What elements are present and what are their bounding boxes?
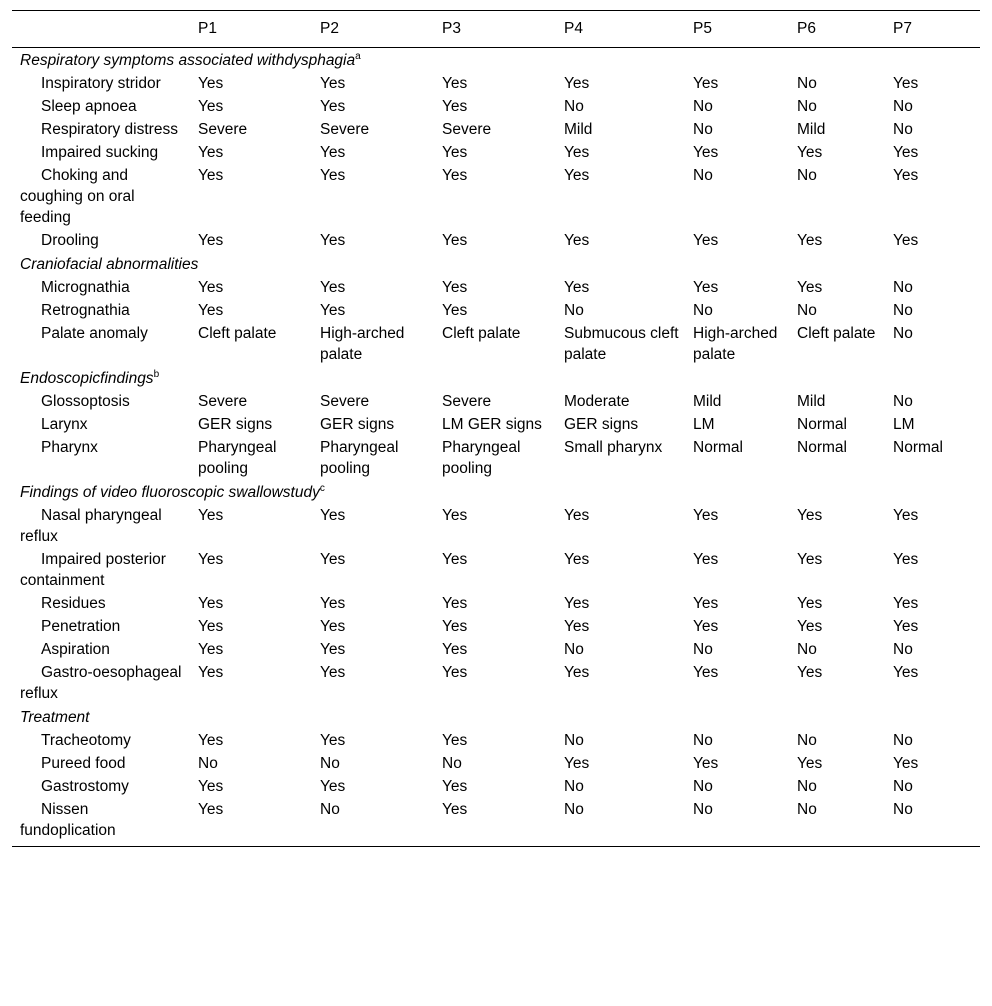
- row-label: Retrognathia: [41, 302, 130, 319]
- cell-p6: No: [797, 732, 817, 749]
- cell-p5: Yes: [693, 279, 719, 296]
- cell-p7: LM: [893, 416, 915, 433]
- row-label: Tracheotomy: [41, 732, 131, 749]
- row-label: Nissen fundoplication: [12, 798, 190, 847]
- cell-p4: Moderate: [564, 393, 630, 410]
- cell-p4: Yes: [564, 75, 590, 92]
- table-body: [12, 48, 980, 847]
- cell-p5: No: [693, 732, 713, 749]
- table-row: [12, 299, 980, 322]
- cell-p2: Yes: [320, 664, 346, 681]
- cell-p6: Yes: [797, 551, 823, 568]
- row-label: Nasal pharyngeal reflux: [20, 507, 162, 545]
- section-title: [12, 366, 980, 390]
- cell-p6: No: [797, 167, 817, 184]
- row-label: Pharynx: [41, 439, 98, 456]
- cell-p3: Yes: [442, 279, 468, 296]
- cell-p4: No: [564, 778, 584, 795]
- table-row: [12, 661, 980, 705]
- cell-p2: Severe: [320, 121, 370, 138]
- cell-p1: Yes: [198, 167, 224, 184]
- cell-p2: Severe: [320, 393, 370, 410]
- cell-p3: Yes: [442, 507, 468, 524]
- section-heading-row: [12, 252, 980, 276]
- clinical-findings-table: [12, 10, 980, 847]
- cell-p2: Yes: [320, 98, 346, 115]
- cell-p1: Yes: [198, 279, 224, 296]
- cell-p6: No: [789, 798, 885, 847]
- cell-p6: Yes: [797, 618, 823, 635]
- cell-p4: Small pharynx: [564, 439, 663, 456]
- table-row: [12, 118, 980, 141]
- cell-p2: Yes: [320, 778, 346, 795]
- cell-p7: Yes: [893, 618, 919, 635]
- cell-p1: Pharyngeal pooling: [198, 439, 277, 477]
- table-row: [12, 141, 980, 164]
- table-row: [12, 592, 980, 615]
- section-heading-row: [12, 48, 980, 73]
- section-title: [12, 252, 980, 276]
- cell-p1: Yes: [198, 595, 224, 612]
- cell-p4: Yes: [564, 167, 590, 184]
- cell-p3: Yes: [442, 302, 468, 319]
- cell-p5: Yes: [693, 507, 719, 524]
- table-row: [12, 72, 980, 95]
- header-row: [12, 11, 980, 48]
- section-heading-row: [12, 480, 980, 504]
- cell-p7: No: [893, 641, 913, 658]
- row-label: Inspiratory stridor: [41, 75, 161, 92]
- row-label: Aspiration: [41, 641, 110, 658]
- cell-p5: LM: [693, 416, 715, 433]
- cell-p7: Yes: [893, 75, 919, 92]
- cell-p5: Yes: [693, 551, 719, 568]
- cell-p2: Yes: [320, 144, 346, 161]
- table-row: [12, 548, 980, 592]
- cell-p7: Normal: [893, 439, 943, 456]
- section-title-text: Respiratory symptoms associated withdysphagia: [20, 52, 356, 69]
- cell-p1: Yes: [198, 664, 224, 681]
- cell-p6: No: [797, 641, 817, 658]
- cell-p6: Yes: [797, 232, 823, 249]
- table-row: [12, 276, 980, 299]
- cell-p4: Yes: [564, 595, 590, 612]
- cell-p6: Normal: [797, 439, 847, 456]
- cell-p3: Yes: [442, 595, 468, 612]
- cell-p2: Yes: [320, 507, 346, 524]
- header-cell-p7: P7: [885, 11, 980, 48]
- row-label: Penetration: [41, 618, 121, 635]
- row-label: Glossoptosis: [41, 393, 130, 410]
- cell-p1: No: [198, 755, 218, 772]
- cell-p3: Severe: [442, 121, 492, 138]
- cell-p7: No: [893, 302, 913, 319]
- cell-p2: Yes: [320, 618, 346, 635]
- cell-p5: Yes: [693, 664, 719, 681]
- cell-p3: Yes: [442, 551, 468, 568]
- cell-p3: Yes: [442, 144, 468, 161]
- section-heading-row: [12, 366, 980, 390]
- cell-p4: Mild: [564, 121, 593, 138]
- cell-p5: No: [693, 778, 713, 795]
- cell-p3: No: [442, 755, 462, 772]
- cell-p5: No: [693, 167, 713, 184]
- footnote-marker: b: [153, 368, 160, 380]
- cell-p4: GER signs: [564, 416, 639, 433]
- cell-p7: Yes: [893, 232, 919, 249]
- table-row: [12, 638, 980, 661]
- cell-p2: Yes: [320, 641, 346, 658]
- table-row: [12, 164, 980, 229]
- cell-p4: No: [564, 732, 584, 749]
- cell-p4: Yes: [564, 232, 590, 249]
- cell-p4: Yes: [564, 144, 590, 161]
- header-cell-p5: P5: [685, 11, 789, 48]
- row-label: Micrognathia: [41, 279, 130, 296]
- cell-p3: Severe: [442, 393, 492, 410]
- cell-p5: No: [693, 302, 713, 319]
- cell-p5: Yes: [693, 618, 719, 635]
- cell-p1: Severe: [198, 121, 248, 138]
- header-cell-p6: P6: [789, 11, 885, 48]
- row-label: Impaired posterior containment: [20, 551, 166, 589]
- cell-p7: Yes: [893, 144, 919, 161]
- table-row: [12, 775, 980, 798]
- cell-p4: No: [564, 302, 584, 319]
- cell-p3: Yes: [442, 98, 468, 115]
- table-row: [12, 390, 980, 413]
- row-label: Sleep apnoea: [41, 98, 137, 115]
- cell-p4: Yes: [564, 507, 590, 524]
- row-label: Choking and coughing on oral feeding: [20, 167, 135, 226]
- cell-p5: No: [693, 121, 713, 138]
- header-cell-label: [12, 11, 190, 48]
- table-row: [12, 413, 980, 436]
- cell-p2: High-arched palate: [320, 325, 405, 363]
- cell-p3: Yes: [442, 75, 468, 92]
- cell-p1: Yes: [198, 302, 224, 319]
- cell-p3: Yes: [442, 778, 468, 795]
- row-label: Gastrostomy: [41, 778, 129, 795]
- cell-p6: Yes: [797, 595, 823, 612]
- table-row: [12, 615, 980, 638]
- cell-p2: GER signs: [320, 416, 395, 433]
- table-row: [12, 504, 980, 548]
- cell-p4: Yes: [564, 755, 590, 772]
- cell-p1: Yes: [198, 641, 224, 658]
- cell-p6: Yes: [797, 755, 823, 772]
- section-title: [12, 705, 980, 729]
- cell-p6: Mild: [797, 393, 826, 410]
- cell-p7: Yes: [893, 595, 919, 612]
- cell-p3: Yes: [442, 618, 468, 635]
- footnote-marker: a: [355, 50, 361, 62]
- cell-p1: Yes: [198, 778, 224, 795]
- row-label: Palate anomaly: [41, 325, 148, 342]
- footnote-marker: c: [319, 482, 325, 494]
- header-cell-p3: P3: [434, 11, 556, 48]
- cell-p7: Yes: [893, 664, 919, 681]
- cell-p2: Yes: [320, 595, 346, 612]
- row-label: Pureed food: [41, 755, 126, 772]
- section-heading-row: [12, 705, 980, 729]
- cell-p6: No: [797, 98, 817, 115]
- header-cell-p4: P4: [556, 11, 685, 48]
- cell-p2: No: [320, 755, 340, 772]
- cell-p7: No: [893, 732, 913, 749]
- cell-p6: Yes: [797, 279, 823, 296]
- section-title: [12, 48, 980, 73]
- cell-p6: No: [797, 75, 817, 92]
- cell-p5: Yes: [693, 144, 719, 161]
- cell-p3: Yes: [442, 167, 468, 184]
- cell-p3: Pharyngeal pooling: [442, 439, 521, 477]
- cell-p1: Cleft palate: [198, 325, 277, 342]
- cell-p3: Yes: [442, 232, 468, 249]
- cell-p2: Yes: [320, 551, 346, 568]
- cell-p7: Yes: [893, 507, 919, 524]
- cell-p4: No: [556, 798, 685, 847]
- cell-p3: Yes: [434, 798, 556, 847]
- cell-p5: Normal: [693, 439, 743, 456]
- cell-p7: No: [893, 121, 913, 138]
- section-title-text: Findings of video fluoroscopic swallowstudy: [20, 484, 320, 501]
- table-row: [12, 322, 980, 366]
- cell-p6: No: [797, 778, 817, 795]
- cell-p6: Yes: [797, 144, 823, 161]
- cell-p3: Yes: [442, 732, 468, 749]
- row-label: Drooling: [41, 232, 99, 249]
- cell-p5: No: [693, 641, 713, 658]
- cell-p3: LM GER signs: [442, 416, 542, 433]
- cell-p4: Yes: [564, 618, 590, 635]
- cell-p5: Yes: [693, 595, 719, 612]
- table-row: [12, 436, 980, 480]
- table-row: [12, 95, 980, 118]
- cell-p4: No: [564, 641, 584, 658]
- cell-p1: Yes: [198, 507, 224, 524]
- cell-p6: Mild: [797, 121, 826, 138]
- cell-p5: No: [693, 98, 713, 115]
- header-cell-p1: P1: [190, 11, 312, 48]
- cell-p4: Yes: [564, 551, 590, 568]
- section-title-text: Craniofacial abnormalities: [20, 256, 199, 273]
- cell-p2: Yes: [320, 302, 346, 319]
- table-row: [12, 229, 980, 252]
- row-label: Residues: [41, 595, 106, 612]
- cell-p2: Yes: [320, 279, 346, 296]
- cell-p7: Yes: [893, 551, 919, 568]
- cell-p1: Yes: [198, 551, 224, 568]
- cell-p1: Yes: [198, 98, 224, 115]
- cell-p5: Yes: [693, 232, 719, 249]
- section-title-text: Treatment: [20, 709, 90, 726]
- cell-p1: GER signs: [198, 416, 273, 433]
- section-title: [12, 480, 980, 504]
- cell-p6: Normal: [797, 416, 847, 433]
- cell-p5: Yes: [693, 755, 719, 772]
- row-label: Larynx: [41, 416, 88, 433]
- row-label: Respiratory distress: [41, 121, 178, 138]
- cell-p7: No: [885, 798, 980, 847]
- cell-p7: No: [893, 98, 913, 115]
- cell-p2: Pharyngeal pooling: [320, 439, 399, 477]
- cell-p5: No: [685, 798, 789, 847]
- cell-p6: Yes: [797, 507, 823, 524]
- section-title-text: Endoscopicfindings: [20, 370, 154, 387]
- row-label: Gastro-oesophageal reflux: [20, 664, 182, 702]
- cell-p7: No: [893, 393, 913, 410]
- cell-p7: No: [893, 325, 913, 342]
- cell-p6: Yes: [797, 664, 823, 681]
- cell-p4: Yes: [564, 279, 590, 296]
- cell-p2: Yes: [320, 167, 346, 184]
- cell-p3: Yes: [442, 641, 468, 658]
- cell-p5: High-arched palate: [693, 325, 778, 363]
- cell-p1: Severe: [198, 393, 248, 410]
- cell-p5: Mild: [693, 393, 722, 410]
- cell-p1: Yes: [198, 232, 224, 249]
- cell-p7: No: [893, 778, 913, 795]
- table-row: [12, 729, 980, 752]
- cell-p3: Cleft palate: [442, 325, 521, 342]
- cell-p6: Cleft palate: [797, 325, 876, 342]
- cell-p7: Yes: [893, 755, 919, 772]
- cell-p5: Yes: [693, 75, 719, 92]
- cell-p4: Submucous cleft palate: [564, 325, 679, 363]
- table-row: [12, 798, 980, 847]
- cell-p4: Yes: [564, 664, 590, 681]
- cell-p2: No: [312, 798, 434, 847]
- cell-p7: No: [893, 279, 913, 296]
- cell-p2: Yes: [320, 75, 346, 92]
- cell-p4: No: [564, 98, 584, 115]
- cell-p2: Yes: [320, 732, 346, 749]
- cell-p1: Yes: [198, 732, 224, 749]
- table-row: [12, 752, 980, 775]
- cell-p1: Yes: [198, 144, 224, 161]
- cell-p7: Yes: [893, 167, 919, 184]
- cell-p1: Yes: [198, 75, 224, 92]
- cell-p3: Yes: [442, 664, 468, 681]
- cell-p1: Yes: [198, 618, 224, 635]
- cell-p6: No: [797, 302, 817, 319]
- header-cell-p2: P2: [312, 11, 434, 48]
- row-label: Impaired sucking: [41, 144, 159, 161]
- cell-p1: Yes: [190, 798, 312, 847]
- cell-p2: Yes: [320, 232, 346, 249]
